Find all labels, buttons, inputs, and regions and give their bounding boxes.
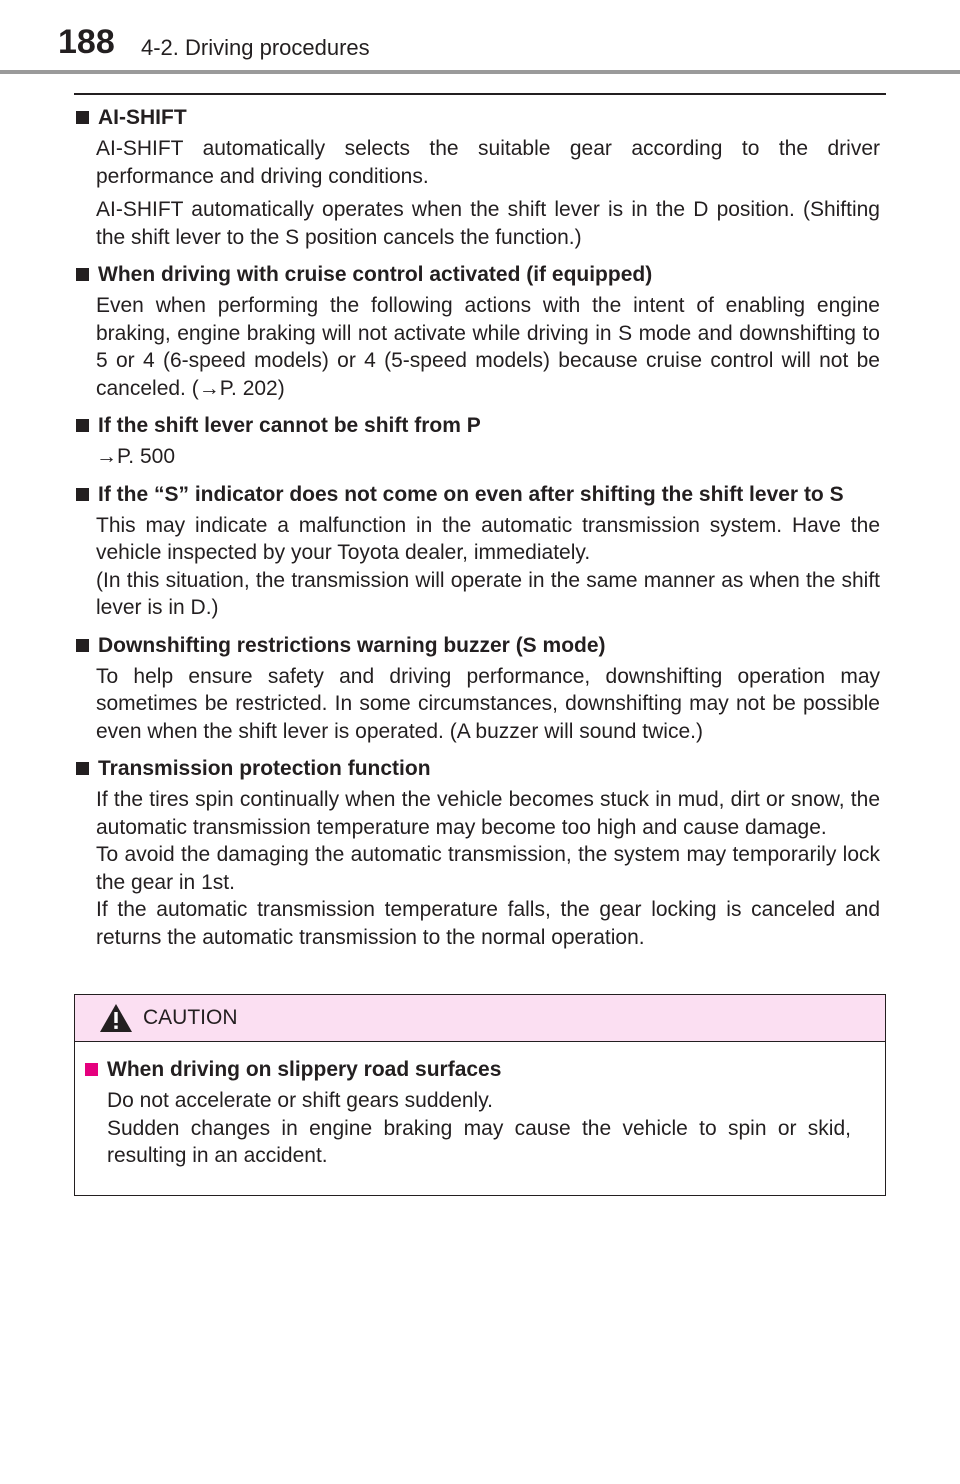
square-bullet-icon (76, 111, 89, 124)
caution-label: CAUTION (143, 1006, 238, 1029)
item-paragraph: AI-SHIFT automatically operates when the shift lever is in the D position. (Shifting the shift lever to the S position cancels the function.) (96, 198, 880, 249)
item-paragraph: (In this situation, the transmission will operate in the same manner as when the shift lever is in D.) (96, 568, 880, 619)
item-paragraph: This may indicate a malfunction in the automatic transmission system. Have the vehicle inspected by your Toyota dealer, immediately. (96, 513, 880, 564)
item-paragraph: To avoid the damaging the automatic transmission, the system may temporarily lock the gear in 1st. (96, 843, 880, 894)
warning-triangle-icon (99, 1003, 133, 1033)
caution-body (75, 1042, 885, 1170)
page-reference-link[interactable]: →P. 500 (96, 445, 176, 468)
item-heading: When driving with cruise control activated (if equipped) (74, 261, 886, 289)
item-heading: If the shift lever cannot be shift from P (74, 412, 886, 440)
caution-header (75, 995, 885, 1042)
section-item-s-indicator (74, 481, 886, 622)
item-heading: Transmission protection function (74, 755, 886, 783)
square-bullet-icon (76, 419, 89, 432)
section-item-downshift-buzzer (74, 632, 886, 746)
content-top-rule (74, 93, 886, 95)
item-paragraph: If the automatic transmission temperature falls, the gear locking is canceled and returns the automatic transmission to the normal operation. (96, 898, 880, 949)
page-header (0, 0, 960, 80)
item-paragraph: AI-SHIFT automatically selects the suitable gear according to the driver performance and driving conditions. (96, 137, 880, 188)
page-number: 188 (58, 23, 115, 61)
content-body (74, 104, 886, 961)
square-bullet-icon (76, 268, 89, 281)
section-title: 4-2. Driving procedures (141, 35, 370, 60)
item-heading: Downshifting restrictions warning buzzer (S mode) (74, 632, 886, 660)
item-heading: AI-SHIFT (74, 104, 886, 132)
square-bullet-icon (76, 639, 89, 652)
section-item-cruise-control (74, 261, 886, 402)
square-bullet-icon (76, 762, 89, 775)
caution-paragraph: Sudden changes in engine braking may cause the vehicle to spin or skid, resulting in an accident. (107, 1116, 851, 1167)
square-bullet-icon (85, 1063, 98, 1076)
section-item-shift-from-p (74, 412, 886, 471)
item-paragraph: If the tires spin continually when the vehicle becomes stuck in mud, dirt or snow, the automatic transmission temperature may become too high and cause damage. (96, 788, 880, 839)
square-bullet-icon (76, 488, 89, 501)
section-item-ai-shift (74, 104, 886, 251)
caution-paragraph: Do not accelerate or shift gears suddenly. (107, 1089, 493, 1112)
item-paragraph: To help ensure safety and driving performance, downshifting operation may sometimes be restricted. In some circumstances, downshifting may not be possible even when the shift lever is operated. (A buzzer will sound twice.) (96, 664, 880, 743)
header-rule (0, 70, 960, 74)
item-heading: If the “S” indicator does not come on even after shifting the shift lever to S (74, 481, 886, 509)
caution-heading: When driving on slippery road surfaces (83, 1056, 865, 1084)
caution-box (74, 994, 886, 1196)
item-paragraph: Even when performing the following actions with the intent of enabling engine braking, engine braking will not activate while driving in S mode and downshifting to 5 or 4 (6-speed models) or 4 (5-speed models) because cruise control will not be canceled. (→P. 202) (96, 294, 880, 400)
section-item-transmission-protection (74, 755, 886, 951)
